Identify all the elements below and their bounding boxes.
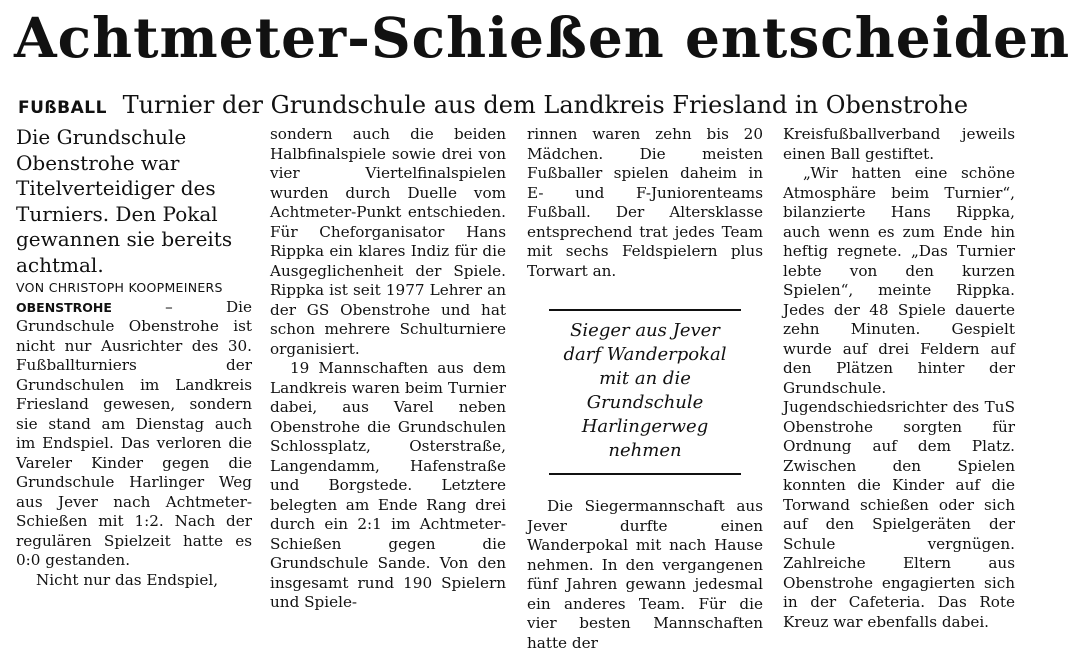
body-text: – Die Grundschule Obenstrohe ist nicht nur Ausrichter des 30. Fußballturniers der Grundschulen im Landkreis Friesland gewesen, sondern sie stand am Dienstag auch im Endspiel. Das verloren die Vareler Kinder gegen die Grundschule Harlinger Weg aus Jever nach Achtmeter-Schießen mit 1:2. Nach der regulären Spielzeit hatte es 0:0 gestanden.: [16, 297, 252, 569]
column-4: [783, 125, 1015, 631]
dateline: OBENSTROHE: [16, 299, 112, 315]
body-paragraph: „Wir hatten eine schöne Atmosphäre beim Turnier“, bilanzierte Hans Rippka, auch wenn es zum Ende hin heftig regnete. „Das Turnier lebte von den kurzen Spielen“, meinte Rippka. Jedes der 48 Spiele dauerte zehn Minuten. Gespielt wurde auf drei Feldern auf den Plätzen hinter der Grundschule. Jugendschiedsrichter des TuS Obenstrohe sorgten für Ordnung auf dem Platz. Zwischen den Spielen konnten die Kinder auf die Torwand schießen oder sich auf den Spielgeräten der Schule vergnügen. Zahlreiche Eltern aus Obenstrohe engagierten sich in der Cafeteria. Das Rote Kreuz war ebenfalls dabei.: [783, 164, 1015, 631]
subheadline-row: [18, 90, 1018, 123]
pull-quote: [549, 309, 741, 475]
body-paragraph: Die Siegermannschaft aus Jever durfte einen Wanderpokal mit nach Hause nehmen. In den vergangenen fünf Jahren gewann jedesmal ein anderes Team. Für die vier besten Mannschaften hatte der: [527, 497, 763, 652]
column-1: [16, 125, 252, 587]
body-paragraph: 19 Mannschaften aus dem Landkreis waren beim Turnier dabei, aus Varel neben Obenstrohe die Grundschulen Schlossplatz, Osterstraße, Langendamm, Hafenstraße und Borgstede. Letztere belegten am Ende Rang drei durch ein 2:1 im Achtmeter-Schießen gegen die Grundschule Sande. Von den insgesamt rund 190 Spielern und Spiele-: [270, 359, 506, 611]
body-paragraph: [16, 298, 252, 571]
body-paragraph: sondern auch die beiden Halbfinalspiele sowie drei von vier Viertelfinalspielen wurden durch Duelle vom Achtmeter-Punkt entschieden. Für Cheforganisator Hans Rippka ein klares Indiz für die Ausgeglichenheit der Spiele. Rippka ist seit 1977 Lehrer an der GS Obenstrohe und hat schon mehrere Schulturniere organisiert.: [270, 125, 506, 358]
byline: VON CHRISTOPH KOOPMEINERS: [16, 280, 223, 295]
body-paragraph: rinnen waren zehn bis 20 Mädchen. Die meisten Fußballer spielen daheim in E- und F-Juniorenteams Fußball. Der Altersklasse entsprechend trat jedes Team mit sechs Feldspielern plus Torwart an.: [527, 125, 763, 280]
section-kicker: FUßBALL: [18, 98, 107, 118]
column-2: [270, 125, 506, 611]
subheadline: Turnier der Grundschule aus dem Landkreis Friesland in Obenstrohe: [122, 91, 969, 119]
column-3: [527, 125, 763, 652]
pull-quote-text: Sieger aus Jever darf Wanderpokal mit an die Grundschule Harlingerweg nehmen: [563, 320, 727, 461]
body-paragraph: Kreisfußballverband jeweils einen Ball gestiftet.: [783, 125, 1015, 163]
headline: Achtmeter-Schießen entscheiden: [14, 5, 1070, 70]
body-paragraph: Nicht nur das Endspiel,: [36, 570, 219, 589]
teaser: Die Grundschule Obenstrohe war Titelverteidiger des Turniers. Den Pokal gewannen sie bereits achtmal.: [16, 125, 233, 277]
